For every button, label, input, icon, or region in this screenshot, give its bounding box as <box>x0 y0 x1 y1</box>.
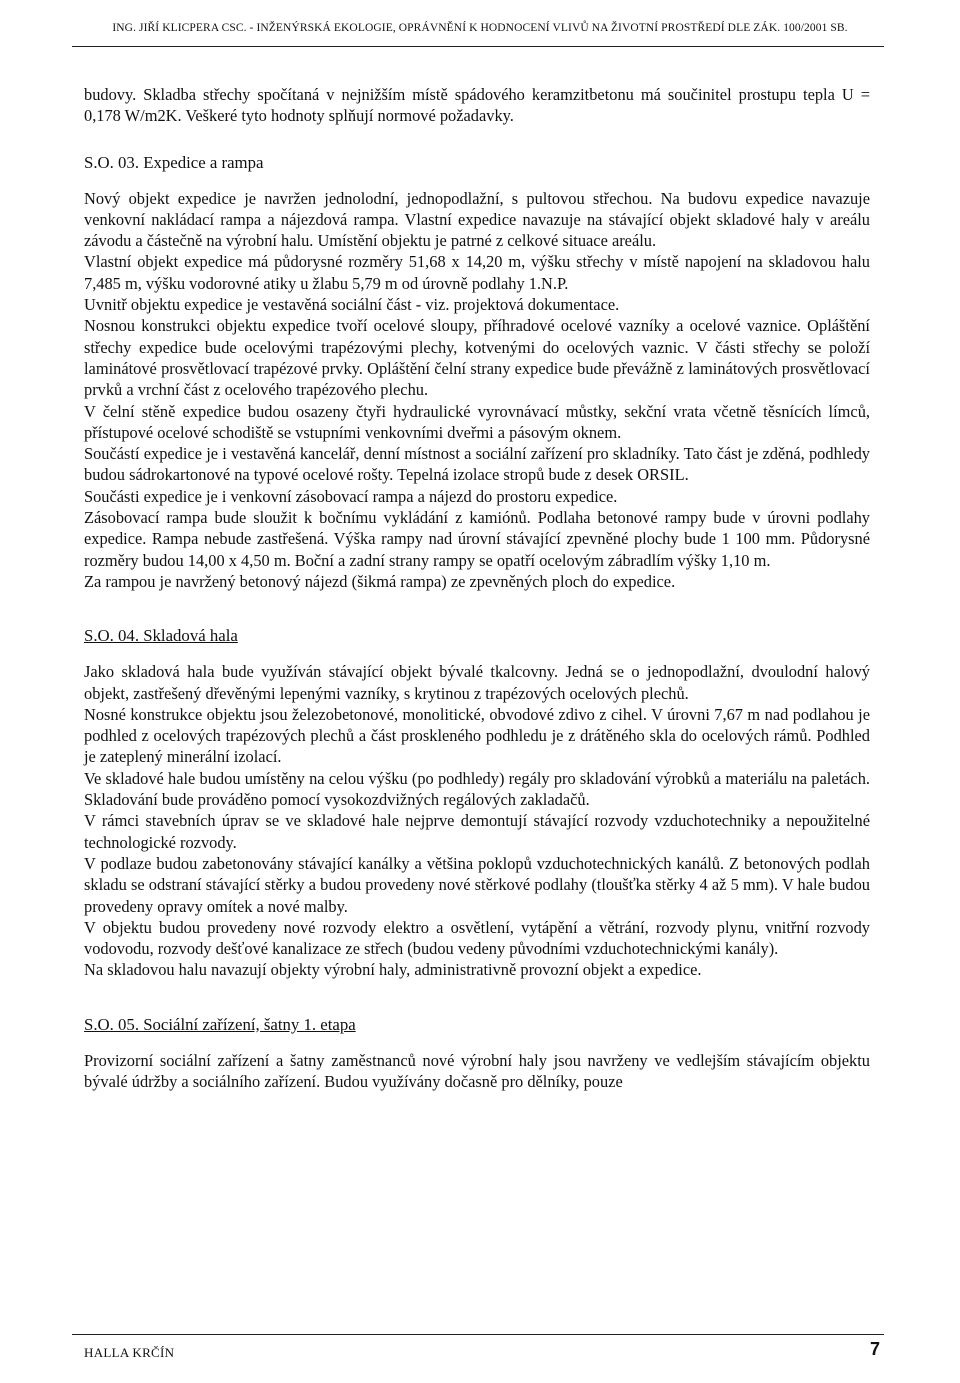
so03-paragraph: Za rampou je navržený betonový nájezd (šikmá rampa) ze zpevněných ploch do expedice. <box>84 571 676 591</box>
spacer <box>84 1036 870 1050</box>
page-number: 7 <box>869 1339 880 1359</box>
intro-paragraph: budovy. Skladba střechy spočítaná v nejnižším místě spádového keramzitbetonu má součinitel prostupu tepla U = 0,178 W/m2K. Veškeré tyto hodnoty splňují normové požadavky. <box>84 85 870 126</box>
so03-paragraph: Vlastní objekt expedice má půdorysné rozměry 51,68 x 14,20 m, výšku střechy v místě napojení na skladovou halu 7,485 m, výšku vodorovné atiky u žlabu 5,79 m od úrovně podlahy 1.N.P. <box>84 252 870 293</box>
so04-paragraph: V objektu budou provedeny nové rozvody elektro a osvětlení, vytápění a větrání, rozvody plynu, vnitřní rozvody vodovodu, rozvody dešťové kanalizace ze střech (budou vedeny původními vzduchotechnickými kanály). <box>84 917 870 959</box>
so04-paragraph: Nosné konstrukce objektu jsou železobetonové, monolitické, obvodové zdivo z cihel. V úrovni 7,67 m nad podlahou je podhled z ocelových trapézových plechů a část proskleného podhledu je z drátěného skla do ocelových rámů. Podhled je zateplený minerální izolací. <box>84 704 870 767</box>
footer-company-text: HALLA KRČÍN <box>84 1345 175 1360</box>
so03-paragraph: Součástí expedice je i vestavěná kancelář, denní místnost a sociální zařízení pro skladníky. Tato část je zděná, podhledy budou sádrokartonové na typové ocelové rošty. Tepelná izolace stropů bude z desek ORSIL. <box>84 444 870 485</box>
so03-paragraph: Součásti expedice je i venkovní zásobovací rampa a nájezd do prostoru expedice. <box>84 486 618 506</box>
running-header <box>0 22 960 34</box>
document-body <box>84 84 870 1092</box>
spacer <box>84 647 870 661</box>
so05-paragraph: Provizorní sociální zařízení a šatny zaměstnanců nové výrobní haly jsou navrženy ve vedlejším stávajícím objektu bývalé údržby a sociálního zařízení. Budou využívány dočasně pro dělníky, pouze <box>84 1050 870 1091</box>
so03-paragraph: Zásobovací rampa bude sloužit k bočnímu vykládání z kamiónů. Podlaha betonové rampy bude v úrovni podlahy expedice. Rampa nebude zastřešená. Výška rampy nad úrovní stávající zpevněné plochy bude 1 100 mm. Půdorysné rozměry budou 14,00 x 4,50 m. Boční a zadní strany rampy se opatří ocelovým zábradlím výšky 1,10 m. <box>84 508 870 570</box>
so03-paragraph: Uvnitř objektu expedice je vestavěná sociální část - viz. projektová dokumentace. <box>84 295 620 315</box>
intro-section <box>84 84 870 127</box>
so04-paragraph: Na skladovou halu navazují objekty výrobní haly, administrativně provozní objekt a expedice. <box>84 960 702 980</box>
so04-paragraph: Ve skladové hale budou umístěny na celou výšku (po podhledy) regály pro skladování výrobků a materiálu na paletách. Skladování bude prováděno pomocí vysokozdvižných regálových zakladačů. <box>84 768 870 810</box>
header-divider <box>72 46 884 47</box>
so03-paragraph: V čelní stěně expedice budou osazeny čtyři hydraulické vyrovnávací můstky, sekční vrata včetně těsnících límců, přístupové ocelové schodiště se vstupními venkovními dveřmi a pásovým oknem. <box>84 401 870 442</box>
section-so03 <box>84 152 870 593</box>
so03-paragraph: Nosnou konstrukci objektu expedice tvoří ocelové sloupy, příhradové ocelové vazníky a ocelové vaznice. Opláštění střechy expedice bude ocelovými trapézovými plechy, kotvenými do ocelových vaznic. V části střechy se položí laminátové prosvětlovací trapézové prvky. Opláštění čelní strany expedice bude převážně z laminátových prosvětlovací prvků a vrchní část z ocelového trapézového plechu. <box>84 316 870 400</box>
section-so05-title: S.O. 05. Sociální zařízení, šatny 1. etapa <box>84 1014 356 1034</box>
so03-paragraph: Nový objekt expedice je navržen jednolodní, jednopodlažní, s pultovou střechou. Na budovu expedice navazuje venkovní nakládací rampa a nájezdová rampa. Vlastní expedice navazuje na stávající objekt skladové haly v areálu závodu a částečně na výrobní halu. Umístění objektu je patrné z celkové situace areálu. <box>84 188 870 251</box>
section-so05 <box>84 1014 870 1093</box>
footer-divider <box>72 1334 884 1335</box>
spacer <box>84 174 870 188</box>
footer-company <box>84 1345 174 1361</box>
section-so04 <box>84 625 870 980</box>
section-so04-title: S.O. 04. Skladová hala <box>84 626 238 646</box>
so04-paragraph: V rámci stavebních úprav se ve skladové hale nejprve demontují stávající rozvody vzduchotechniky a nepoužitelné technologické rozvody. <box>84 811 870 852</box>
section-so03-title-text: S.O. 03. Expedice a rampa <box>84 152 264 172</box>
header-text: ING. JIŘÍ KLICPERA CSC. - INŽENÝRSKÁ EKOLOGIE, OPRÁVNĚNÍ K HODNOCENÍ VLIVŮ NA ŽIVOTNÍ PROSTŘEDÍ DLE ZÁK. 100/2001 SB. <box>112 22 848 34</box>
section-so03-title <box>84 152 870 174</box>
so04-paragraph: V podlaze budou zabetonovány stávající kanálky a většina poklopů vzduchotechnických kanálů. Z betonových podlah skladu se odstraní stávající stěrky a budou provedeny nové stěrkové podlahy (tloušťka stěrky 4 až 5 mm). V hale budou provedeny opravy omítek a nové malby. <box>84 853 870 916</box>
so04-paragraph: Jako skladová hala bude využíván stávající objekt bývalé tkalcovny. Jedná se o jednopodlažní, dvoulodní halový objekt, zastřešený dřevěnými lepenými vazníky, s krytinou z trapézových ocelových plechů. <box>84 662 870 703</box>
